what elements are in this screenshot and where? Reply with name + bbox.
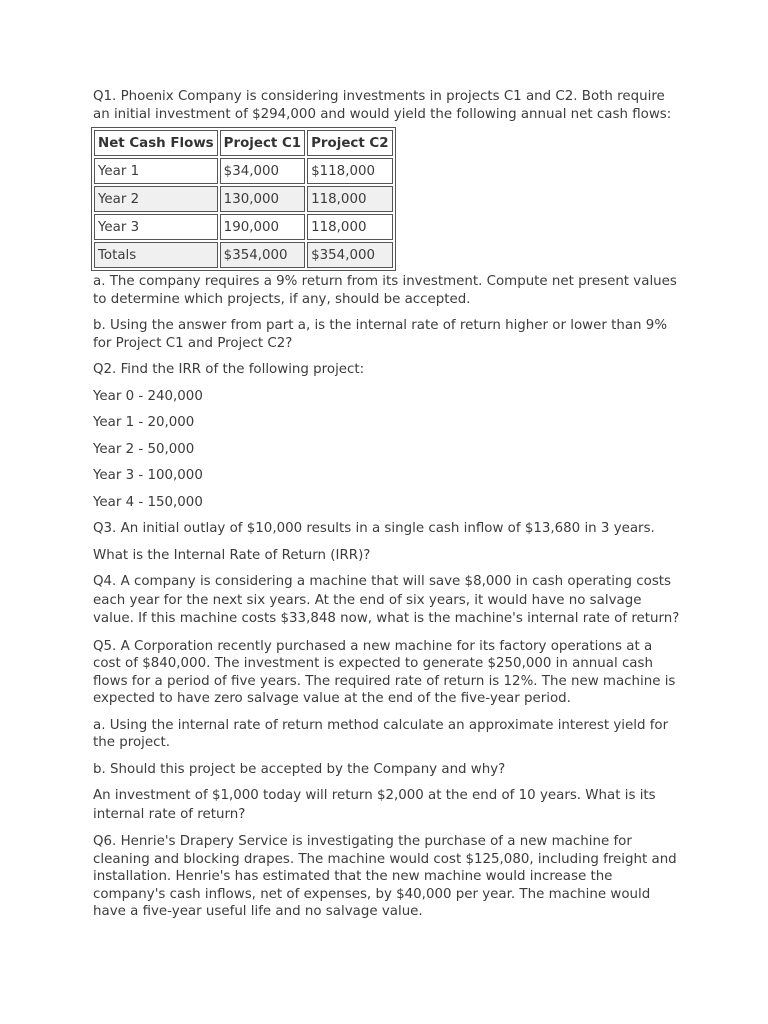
q1-part-a: a. The company requires a 9% return from its investment. Compute net present values to determine which projects, if any, should be accepted. — [93, 274, 677, 307]
table-cell: $118,000 — [307, 158, 392, 184]
table-cell: 130,000 — [220, 186, 305, 212]
q1-intro: Q1. Phoenix Company is considering investments in projects C1 and C2. Both require an initial investment of $294,000 and would yield the following annual net cash flows: — [93, 89, 672, 122]
q2-year-1: Year 1 - 20,000 — [93, 415, 195, 430]
q5-part-a: a. Using the internal rate of return method calculate an approximate interest yield for the project. — [93, 717, 669, 750]
q4-text: Q4. A company is considering a machine that will save $8,000 in cash operating costs each year for the next six years. At the end of six years, it would have no salvage value. If this machine costs $33,848 now, what is the machine's internal rate of return? — [93, 574, 680, 626]
table-header-cell: Project C1 — [220, 130, 305, 156]
q5-text: Q5. A Corporation recently purchased a new machine for its factory operations at a cost of $840,000. The investment is expected to generate $250,000 in annual cash flows for a period of five years. The required rate of return is 12%. The new machine is expected to have zero salvage value at the end of the five-year period. — [93, 638, 676, 706]
table-header-row — [94, 130, 393, 156]
q2-year-3: Year 3 - 100,000 — [93, 468, 203, 483]
q2-intro: Q2. Find the IRR of the following project: — [93, 362, 365, 377]
table-cell: Year 3 — [94, 214, 218, 240]
q5-part-b: b. Should this project be accepted by the Company and why? — [93, 761, 506, 777]
table-row — [94, 158, 393, 184]
table-cell: Year 2 — [94, 186, 218, 212]
table-totals-row — [94, 242, 393, 268]
cash-flow-table — [91, 127, 396, 271]
q3-line-1: Q3. An initial outlay of $10,000 results in a single cash inflow of $13,680 in 3 years. — [93, 521, 655, 536]
q6-text: Q6. Henrie's Drapery Service is investigating the purchase of a new machine for cleaning and blocking drapes. The machine would cost $125,080, including freight and installation. Henrie's has estimated that the new machine would increase the company's cash inflows, net of expenses, by $40,000 per year. The machine would have a five-year useful life and no salvage value. — [93, 834, 677, 919]
q5-extra: An investment of $1,000 today will return $2,000 at the end of 10 years. What is its internal rate of return? — [93, 788, 656, 822]
table-cell: 190,000 — [220, 214, 305, 240]
table-cell: 118,000 — [307, 214, 392, 240]
q2-year-4: Year 4 - 150,000 — [93, 494, 203, 510]
table-cell: $34,000 — [220, 158, 305, 184]
table-header-cell: Project C2 — [307, 130, 392, 156]
table-cell: 118,000 — [307, 186, 392, 212]
table-row — [94, 186, 393, 212]
table-cell: Year 1 — [94, 158, 218, 184]
q2-year-0: Year 0 - 240,000 — [93, 388, 203, 404]
q2-year-2: Year 2 - 50,000 — [93, 441, 195, 457]
q3-line-2: What is the Internal Rate of Return (IRR)? — [93, 547, 371, 563]
table-cell: $354,000 — [307, 242, 392, 268]
table-cell: Totals — [94, 242, 218, 268]
table-header-cell: Net Cash Flows — [94, 130, 218, 156]
document-body — [93, 88, 683, 921]
table-row — [94, 214, 393, 240]
q1-part-b: b. Using the answer from part a, is the internal rate of return higher or lower than 9% for Project C1 and Project C2? — [93, 318, 668, 351]
table-cell: $354,000 — [220, 242, 305, 268]
